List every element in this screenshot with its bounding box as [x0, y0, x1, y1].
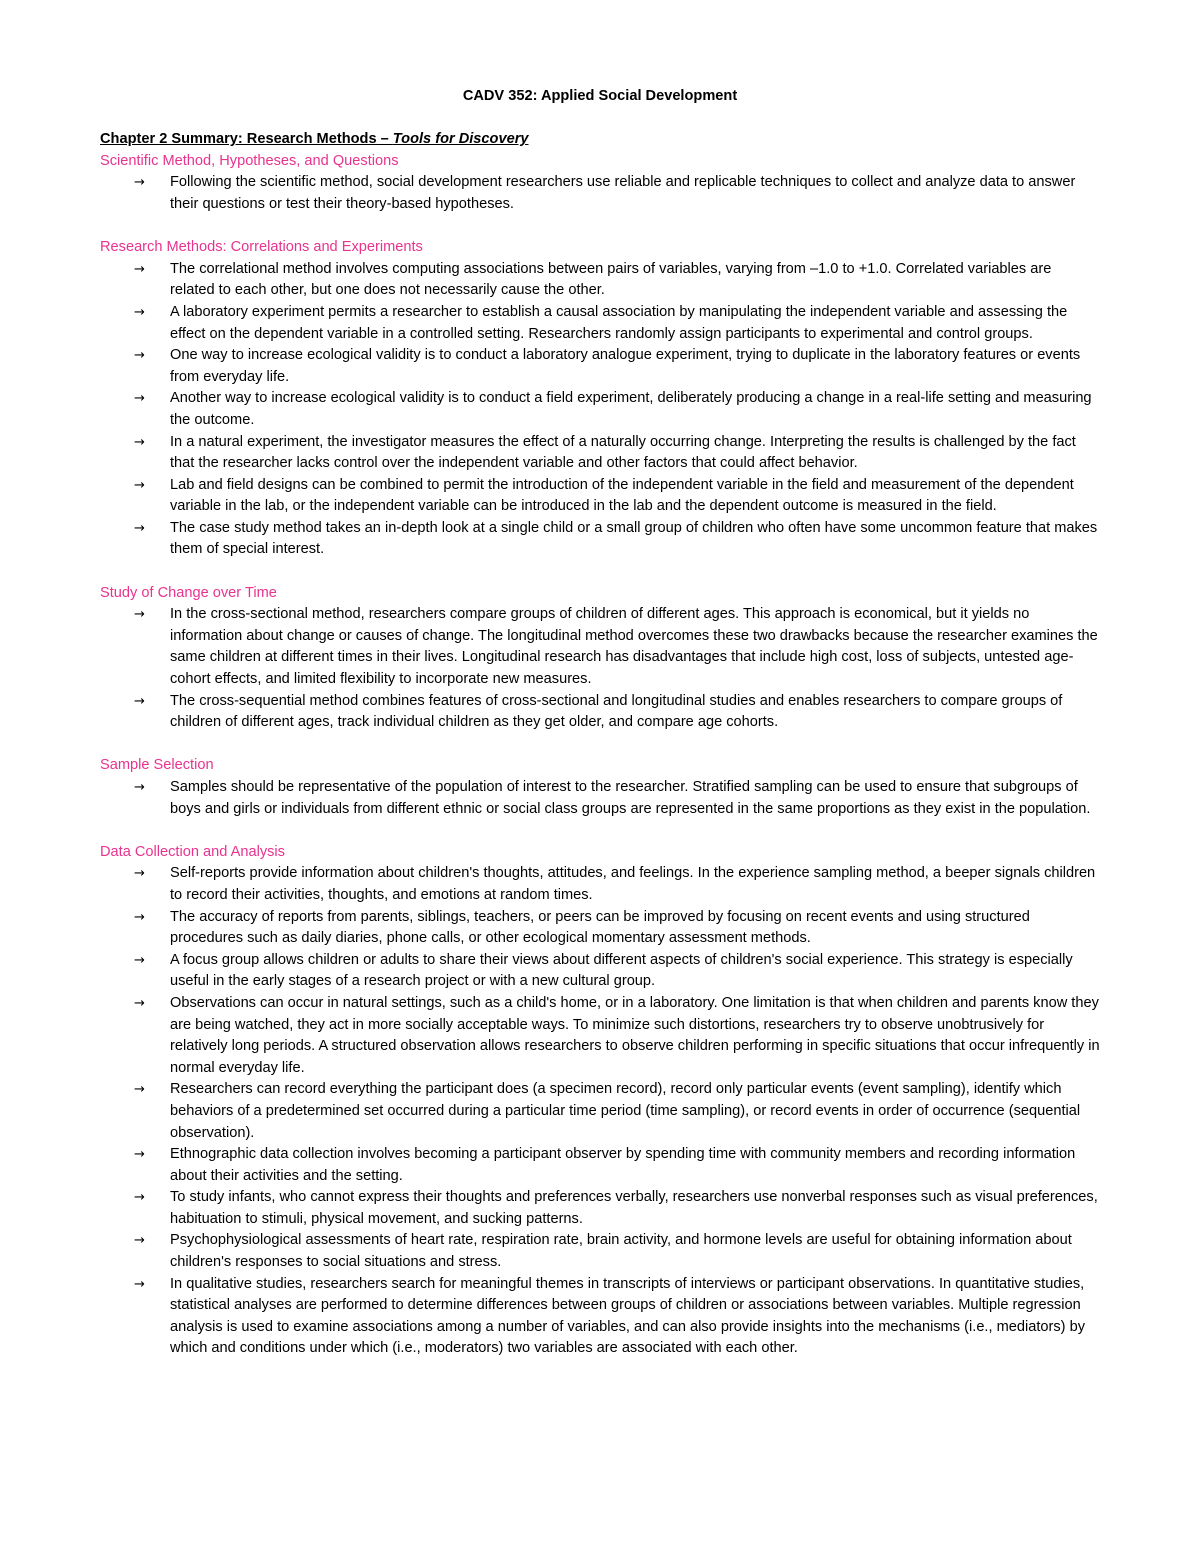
- arrow-right-icon: →: [134, 995, 145, 1011]
- bullet-text: Samples should be representative of the population of interest to the researcher. Stratified sampling can be used to ensure that subgroups of boys and girls or individuals from different ethnic or social class groups are represented in the same proportions as they exist in the population.: [170, 779, 1091, 817]
- bullet-text: In the cross-sectional method, researchers compare groups of children of different ages. This approach is economical, but it yields no information about change or causes of change. The longitudinal method overcomes these two drawbacks because the researcher examines the same children at different times in their lives. Longitudinal research has disadvantages that include high cost, loss of subjects, untested age-cohort effects, and limited flexibility to incorporate new measures.: [170, 606, 1098, 688]
- bullet-text: Observations can occur in natural settings, such as a child's home, or in a laboratory. One limitation is that when children and parents know they are being watched, they act in more socially acceptable ways. To minimize such distortions, researchers try to observe unobtrusively for relatively long periods. A structured observation allows researchers to observe children performing in specific situations that occur infrequently in normal everyday life.: [170, 994, 1100, 1076]
- section-heading: Scientific Method, Hypotheses, and Questions: [100, 152, 399, 169]
- bullet-item: [100, 691, 1100, 734]
- bullet-item: [100, 1144, 1100, 1187]
- arrow-right-icon: →: [134, 1276, 145, 1292]
- arrow-right-icon: →: [134, 261, 145, 277]
- bullet-item: [100, 1274, 1100, 1360]
- bullet-list: [100, 259, 1100, 561]
- arrow-right-icon: →: [134, 434, 145, 450]
- bullet-text: To study infants, who cannot express their thoughts and preferences verbally, researchers use nonverbal responses such as visual preferences, habituation to stimuli, physical movement, and sucking patterns.: [170, 1189, 1098, 1227]
- chapter-title-italic: Tools for Discovery: [392, 131, 529, 148]
- bullet-item: [100, 475, 1100, 518]
- document-title: CADV 352: Applied Social Development: [462, 88, 738, 104]
- arrow-right-icon: →: [134, 1082, 145, 1098]
- bullet-text: Another way to increase ecological validity is to conduct a field experiment, deliberately producing a change in a real-life setting and measuring the outcome.: [170, 390, 1092, 428]
- bullet-item: [100, 1079, 1100, 1144]
- bullet-item: [100, 907, 1100, 950]
- bullet-list: [100, 863, 1100, 1360]
- section-heading: Sample Selection: [100, 757, 214, 774]
- bullet-text: In qualitative studies, researchers search for meaningful themes in transcripts of interviews or participant observations. In quantitative studies, statistical analyses are performed to determine differences between groups of children or associations between variables. Multiple regression analysis is used to examine associations among a number of variables, and can also provide insights into the mechanisms (i.e., mediators) by which and conditions under which (i.e., moderators) two variables are associated with each other.: [170, 1275, 1086, 1357]
- bullet-item: [100, 432, 1100, 475]
- section-sample-selection: [100, 755, 1100, 820]
- bullet-item: [100, 1187, 1100, 1230]
- arrow-right-icon: →: [134, 1190, 145, 1206]
- bullet-item: [100, 604, 1100, 690]
- arrow-right-icon: →: [134, 693, 145, 709]
- section-research-methods-correlations-and-experiments: [100, 237, 1100, 561]
- arrow-right-icon: →: [134, 952, 145, 968]
- arrow-right-icon: →: [134, 348, 145, 364]
- bullet-item: [100, 172, 1100, 215]
- section-heading: Research Methods: Correlations and Experiments: [100, 239, 423, 256]
- section-heading: Data Collection and Analysis: [100, 843, 285, 860]
- bullet-item: [100, 950, 1100, 993]
- bullet-item: [100, 518, 1100, 561]
- bullet-list: [100, 604, 1100, 734]
- bullet-item: [100, 1230, 1100, 1273]
- chapter-title-prefix: Chapter 2 Summary: Research Methods –: [100, 131, 393, 148]
- arrow-right-icon: →: [134, 175, 145, 191]
- bullet-item: [100, 302, 1100, 345]
- bullet-text: Ethnographic data collection involves becoming a participant observer by spending time with community members and recording information about their activities and the setting.: [170, 1146, 1076, 1184]
- bullet-text: One way to increase ecological validity is to conduct a laboratory analogue experiment, trying to duplicate in the laboratory features or events from everyday life.: [170, 347, 1081, 385]
- bullet-text: A focus group allows children or adults to share their views about different aspects of children's social experience. This strategy is especially useful in the early stages of a research project or with a new cultural group.: [170, 951, 1073, 990]
- bullet-text: The correlational method involves computing associations between pairs of variables, varying from –1.0 to +1.0. Correlated variables are related to each other, but one does not necessarily cause the other.: [170, 260, 1052, 299]
- arrow-right-icon: →: [134, 1147, 145, 1163]
- arrow-right-icon: →: [134, 391, 145, 407]
- arrow-right-icon: →: [134, 304, 145, 320]
- bullet-text: The cross-sequential method combines features of cross-sectional and longitudinal studies and enables researchers to compare groups of children of different ages, track individual children as they get older, and compare age cohorts.: [170, 692, 1063, 731]
- section-study-of-change-over-time: [100, 583, 1100, 734]
- bullet-list: [100, 777, 1100, 820]
- bullet-item: [100, 345, 1100, 388]
- bullet-text: A laboratory experiment permits a researcher to establish a causal association by manipulating the independent variable and assessing the effect on the dependent variable in a controlled setting. Researchers randomly assign participants to experimental and control groups.: [170, 303, 1068, 342]
- chapter-title: [100, 129, 1100, 151]
- bullet-text: Lab and field designs can be combined to permit the introduction of the independent variable in the field and measurement of the dependent variable in the lab, or the independent variable can be introduced in the lab and the dependent outcome is measured in the field.: [170, 476, 1074, 515]
- arrow-right-icon: →: [134, 780, 145, 795]
- bullet-item: [100, 863, 1100, 906]
- arrow-right-icon: →: [134, 1233, 145, 1249]
- bullet-list: [100, 172, 1100, 215]
- arrow-right-icon: →: [134, 607, 145, 623]
- bullet-text: Self-reports provide information about children's thoughts, attitudes, and feelings. In the experience sampling method, a beeper signals children to record their activities, thoughts, and emotions at random times.: [170, 865, 1096, 903]
- bullet-item: [100, 777, 1100, 820]
- bullet-item: [100, 993, 1100, 1079]
- arrow-right-icon: →: [134, 909, 145, 925]
- bullet-text: Psychophysiological assessments of heart rate, respiration rate, brain activity, and hormone levels are useful for obtaining information about children's responses to social situations and stress.: [170, 1232, 1072, 1271]
- bullet-text: Following the scientific method, social development researchers use reliable and replicable techniques to collect and analyze data to answer their questions or test their theory-based hypotheses.: [170, 174, 1076, 212]
- sections-container: [100, 151, 1100, 1360]
- bullet-item: [100, 259, 1100, 302]
- document-page: [100, 86, 1100, 1360]
- arrow-right-icon: →: [134, 866, 145, 882]
- arrow-right-icon: →: [134, 520, 145, 536]
- bullet-text: The accuracy of reports from parents, siblings, teachers, or peers can be improved by focusing on recent events and using structured procedures such as daily diaries, phone calls, or other ecological momentary assessment methods.: [170, 908, 1030, 947]
- arrow-right-icon: →: [134, 477, 145, 493]
- section-heading: Study of Change over Time: [100, 584, 277, 601]
- section-scientific-method-hypotheses-and-questions: [100, 151, 1100, 216]
- bullet-text: In a natural experiment, the investigator measures the effect of a naturally occurring change. Interpreting the results is challenged by the fact that the researcher lacks control over the independent variable and other factors that could affect behavior.: [170, 433, 1076, 472]
- bullet-text: The case study method takes an in-depth look at a single child or a small group of children who often have some uncommon feature that makes them of special interest.: [170, 519, 1098, 558]
- bullet-item: [100, 388, 1100, 431]
- bullet-text: Researchers can record everything the participant does (a specimen record), record only particular events (event sampling), identify which behaviors of a predetermined set occurred during a particular time period (time sampling), or record events in order of occurrence (sequential observation).: [170, 1081, 1081, 1141]
- section-data-collection-and-analysis: [100, 842, 1100, 1360]
